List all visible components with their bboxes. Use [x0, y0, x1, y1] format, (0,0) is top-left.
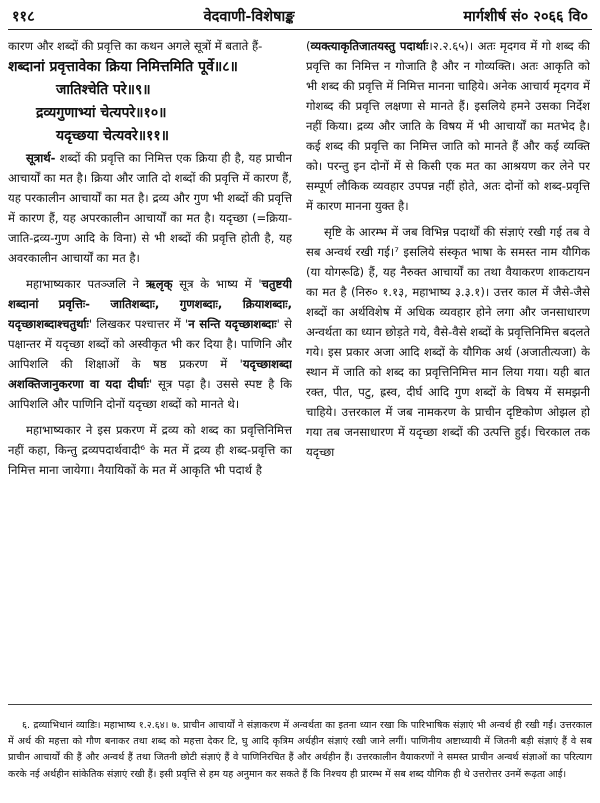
text-run: ( — [306, 39, 311, 53]
text-run: ' से पक्षान्तर में यदृच्छा शब्दों को अस्वीकृत भी कर दिया है। पाणिनि और आपिशलि की शिक्षाओं के षष्ठ प्रकरण में ' — [8, 317, 292, 371]
text-run: ।२.२.६५)। अतः मृदगव में गो शब्द की प्रवृत्ति का निमित्त न गोजाति है और न गोव्यक्ति। अतः आकृति को भी शब्द की प्रवृत्ति में निमित्त मानना चाहिये। अनेक आचार्य मृदगव में गोशब्द की प्रवृत्ति लक्षणा से मानते हैं। इसलिये हमने उसका निर्देश नहीं किया। द्रव्य और जाति के विषय में भी आचार्यों का मतभेद है। कई शब्द की प्रवृत्ति का निमित्त जाति को मानते हैं और कई व्यक्ति को। परन्तु इन दोनों में से किसी एक मत का आश्रयण कर लेने पर सम्पूर्ण लौकिक व्यवहार उपपन्न नहीं होते, अतः दोनों को शब्द-प्रवृत्ति में कारण मानना युक्त है। — [306, 39, 590, 213]
nyaya-paragraph — [306, 36, 590, 216]
left-column — [8, 36, 292, 696]
sutra-9: जातिश्चेति परे॥९॥ — [56, 82, 151, 98]
sutra-10: द्रव्यगुणाभ्यां चेत्यपरे॥१०॥ — [36, 105, 167, 121]
mahabhashya-paragraph — [8, 274, 292, 414]
footnote-text: ६. द्रव्याभिधानं व्याडिः। महाभाष्य १.२.६४। ७. प्राचीन आचार्यों ने संज्ञाकरण में अन्वर्थता का इतना ध्यान रखा कि पारिभाषिक संज्ञाएं भी अन्वर्थ ही रखी गईं। उत्तरकाल में अर्थ की महत्ता को गौण बनाकर तथा शब्द को महत्ता देकर टि, घु आदि कृत्रिम अर्थहीन संज्ञाएं रखी जाने लगीं। पाणिनीय अष्टाध्यायी में जितनी बड़ी संज्ञाएं हैं वे सब प्राचीन आचार्यों की हैं और अन्वर्थ हैं तथा जितनी छोटी संज्ञाएं हैं वे पाणिनिरचित हैं और अर्थहीन हैं। उत्तरकालीन वैयाकरणों ने समस्त प्राचीन अन्वर्थ संज्ञाओं का परित्याग करके नई अर्थहीन सांकेतिक संज्ञाएं रखी हैं। इसी प्रवृत्ति से हम यह अनुमान कर सकते हैं कि निश्चय ही प्रारम्भ में सब शब्द यौगिक ही थे उत्तरोत्तर उनमें रूढ़ता आई। — [8, 719, 592, 780]
sutra-8: शब्दानां प्रवृत्तावेका क्रिया निमित्तमिति पूर्वे॥८॥ — [8, 59, 238, 75]
journal-title: वेदवाणी-विशेषाङ्क — [203, 8, 295, 25]
sutrartha-text: शब्दों की प्रवृत्ति का निमित्त एक क्रिया ही है, यह प्राचीन आचार्यों का मत है। क्रिया और जाति दो शब्दों की प्रवृत्ति में कारण हैं, यह परकालीन आचार्यों का मत है। द्रव्य और गुण भी शब्दों की प्रवृत्ति में कारण हैं, यह अपरकालीन आचार्यों का मत है। यदृच्छा (=क्रिया-जाति-द्रव्य-गुण आदि के विना) से भी शब्दों की प्रवृत्ति होती है, यह अवरकालीन आचार्यों का मत है। — [8, 151, 292, 265]
page-number: ११८ — [12, 8, 35, 25]
srishti-paragraph: सृष्टि के आरम्भ में जब विभिन्न पदार्थों की संज्ञाएं रखी गई तब वे सब अन्वर्थ रखी गई।⁷ इसलिये संस्कृत भाषा के समस्त नाम यौगिक (या योगरूढि) हैं, यह नैरुक्त आचार्यों का तथा वैयाकरण शाकटायन का मत है (निरु० १.१३, महाभाष्य ३.३.१)। उत्तर काल में जैसे-जैसे शब्दों का अर्थविशेष में अधिक व्यवहार होने लगा और जनसाधारण अन्वर्थता का ध्यान छोड़ते गये, वैसे-वैसे शब्दों के प्रवृत्तिनिमित्त बदलते गये। इस प्रकार अजा आदि शब्दों के यौगिक अर्थ (अजातीत्यजा) के स्थान में जाति को शब्द का प्रवृत्तिनिमित्त मान लिया गया। यही बात रक्त, पीत, पटु, ह्रस्व, दीर्घ आदि गुण शब्दों के विषय में समझनी चाहिये। उत्तरकाल में जब नामकरण के प्राचीन दृष्टिकोण ओझल हो गया तब जनसाधारण में यदृच्छा शब्दों की उत्पत्ति हुई। चिरकाल तक यदृच्छा — [306, 225, 590, 459]
text-run: सूत्र के भाष्य में ' — [172, 277, 262, 291]
issue-date: मार्गशीर्ष सं० २०६६ वि० — [463, 8, 588, 25]
nyaya-sutra-quote: व्यक्त्याकृतिजातयस्तु पदार्थाः — [310, 39, 429, 53]
intro-paragraph: कारण और शब्दों की प्रवृत्ति का कथन अगले सूत्रों में बताते हैं- — [8, 39, 263, 53]
running-header — [8, 4, 592, 30]
right-column — [306, 36, 590, 696]
text-run: ' सूत्र पढ़ा है। उससे स्पष्ट है कि आपिशलि और पाणिनि दोनों यदृच्छा शब्दों को मानते थे। — [8, 377, 292, 411]
sutrartha-paragraph — [8, 148, 292, 268]
sutra-11: यदृच्छया चेत्यवरे॥११॥ — [56, 128, 170, 144]
sutra-reference: ऋलृक् — [145, 277, 173, 291]
sutrartha-label: सूत्रार्थ- — [26, 151, 56, 165]
body-columns — [8, 36, 592, 696]
dravya-paragraph: महाभाष्यकार ने इस प्रकरण में द्रव्य को शब्द का प्रवृत्तिनिमित्त नहीं कहा, किन्तु द्रव्यपदार्थवादी⁶ के मत में द्रव्य ही शब्द-प्रवृत्ति का निमित्त माना जायेगा। नैयायिकों के मत में आकृति भी पदार्थ है — [8, 423, 292, 477]
quote-na-santi: न सन्ति यदृच्छाशब्दाः — [188, 317, 277, 331]
quote-yadrichha-sutra: यदृच्छाशब्दा अशक्तिजानुकरणा वा यदा दीर्घाः — [8, 357, 292, 391]
quote-chatushtayi: चतुष्टयी शब्दानां प्रवृत्तिः- जातिशब्दाः, गुणशब्दाः, क्रियाशब्दाः, यदृच्छाशब्दाश्चतुर्थाः — [8, 277, 292, 331]
text-run: महाभाष्यकार पतञ्जलि ने — [26, 277, 146, 291]
text-run: ' लिखकर पश्चात्तर में ' — [88, 317, 189, 331]
footnotes — [8, 704, 592, 783]
